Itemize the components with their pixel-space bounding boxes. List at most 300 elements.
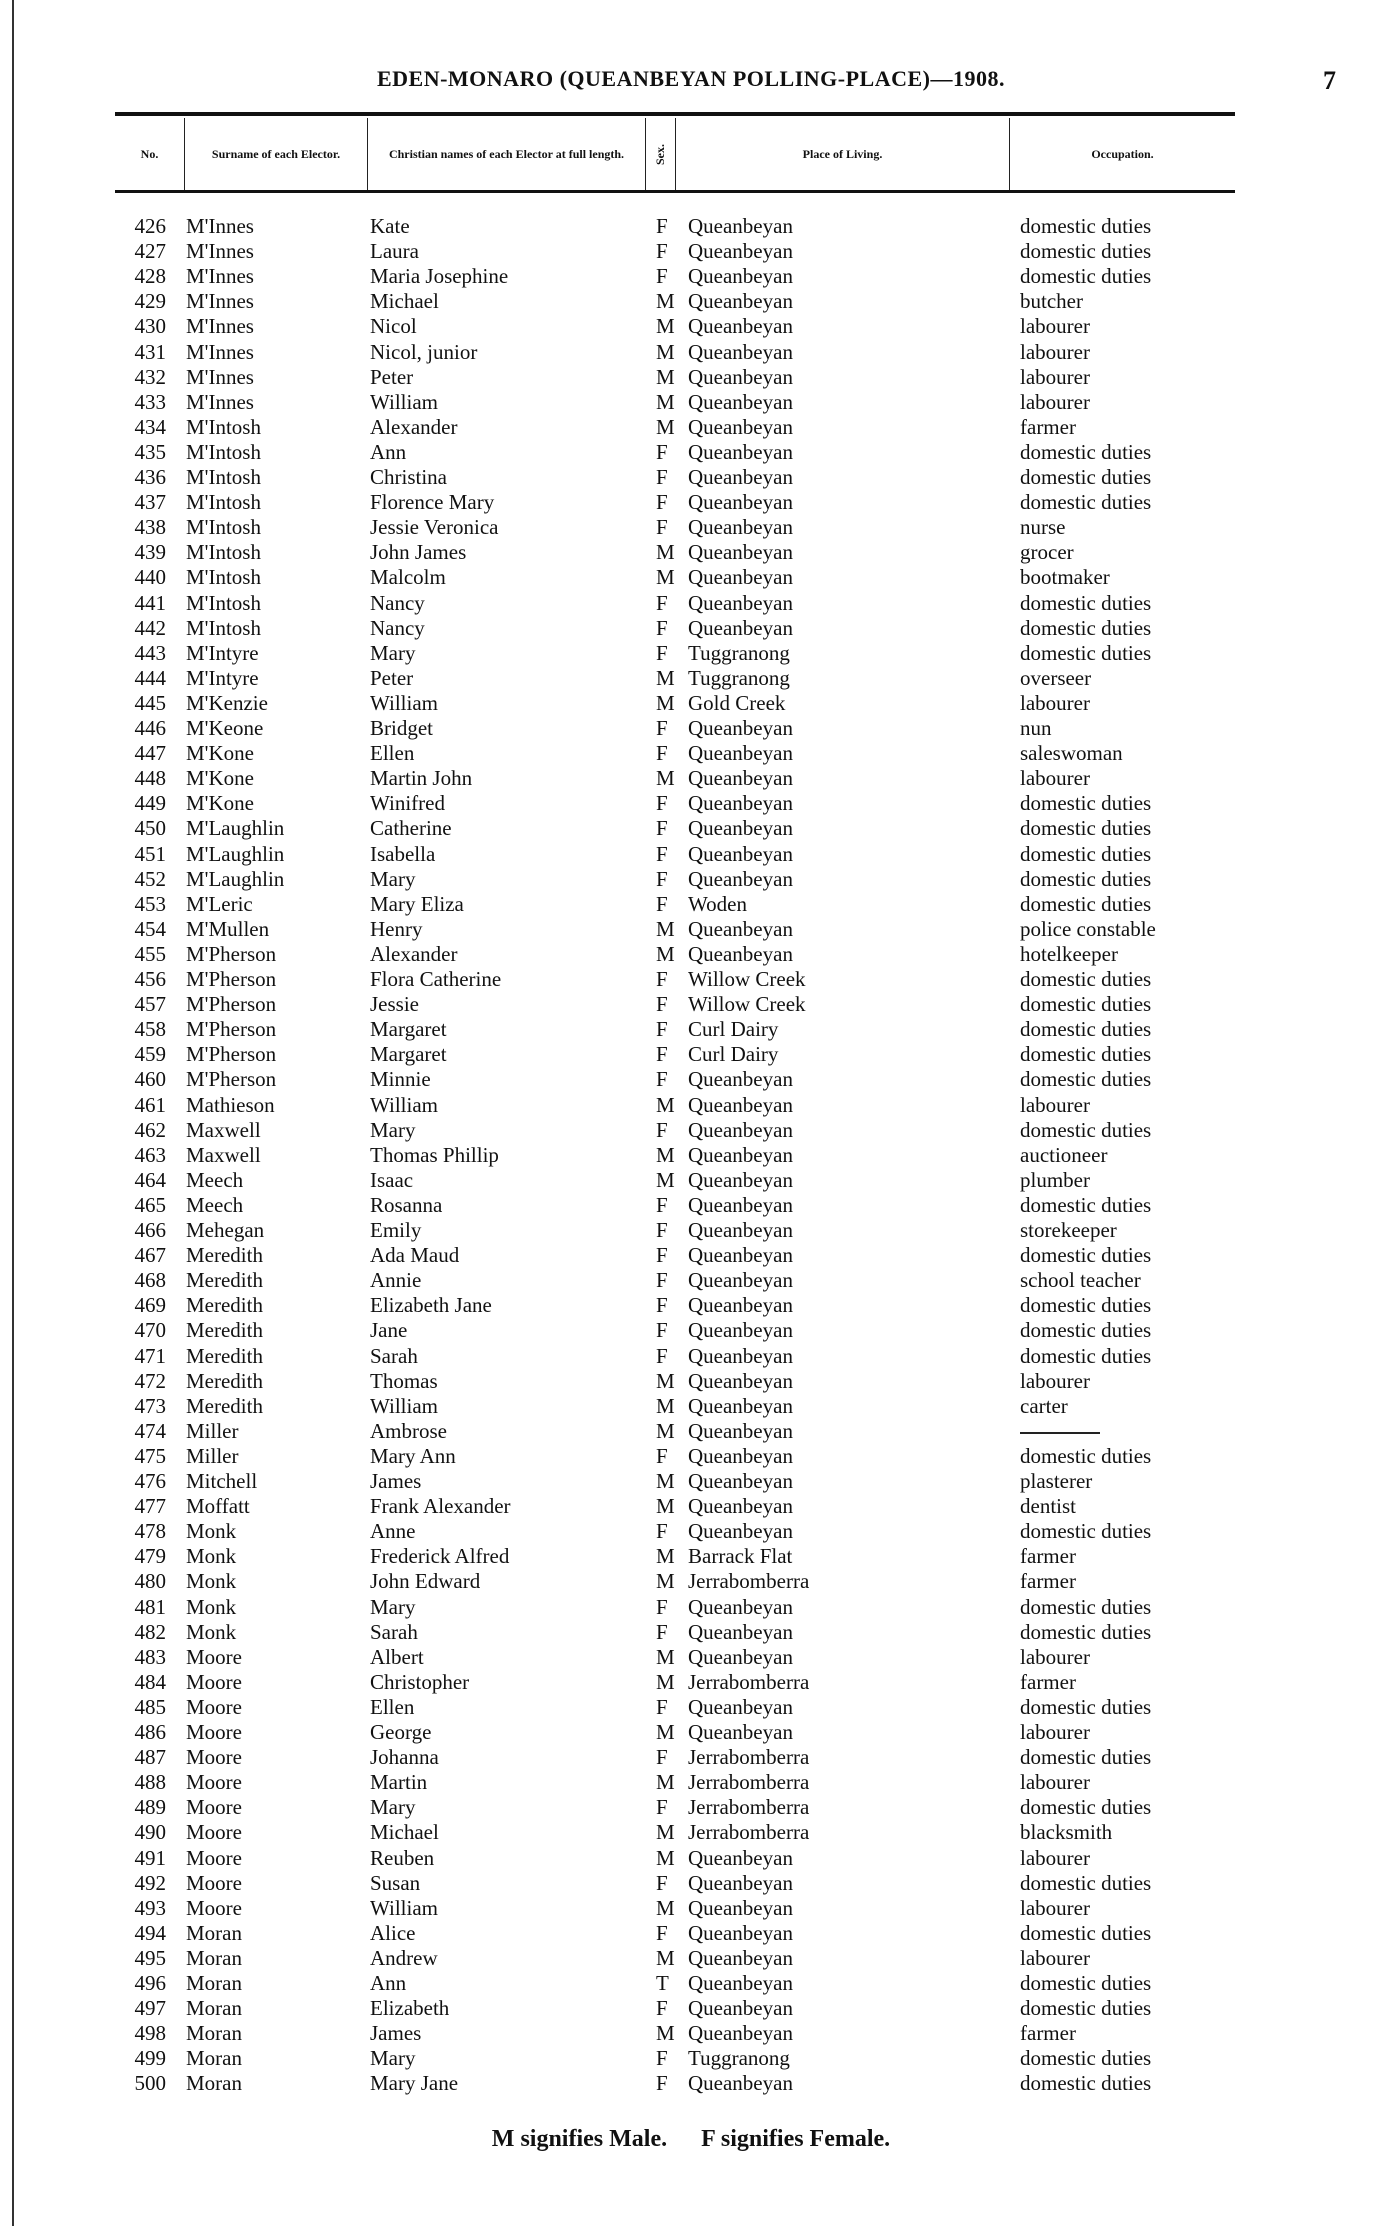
- elector-place: Queanbeyan: [688, 1469, 793, 1493]
- elector-christian-names: Nancy: [370, 590, 425, 615]
- table-row: [0, 340, 1382, 365]
- elector-surname: Moore: [186, 1870, 242, 1895]
- elector-sex: F: [656, 1218, 668, 1242]
- elector-christian-names: Margaret: [370, 1017, 447, 1042]
- table-row: [0, 1595, 1382, 1620]
- elector-occupation: saleswoman: [1020, 741, 1123, 766]
- elector-sex: F: [656, 1996, 668, 2021]
- elector-surname: Meredith: [186, 1243, 263, 1268]
- elector-occupation: farmer: [1020, 1569, 1076, 1594]
- elector-number: 465: [134, 1192, 166, 1217]
- elector-surname: M'Pherson: [186, 1017, 277, 1042]
- elector-christian-names: Mary: [370, 1795, 416, 1820]
- elector-sex: M: [656, 1544, 675, 1569]
- elector-sex: T: [656, 1971, 669, 1995]
- elector-place: Queanbeyan: [688, 1519, 793, 1544]
- table-row: [0, 1544, 1382, 1569]
- elector-occupation: domestic duties: [1020, 490, 1152, 515]
- elector-place: Queanbeyan: [688, 1694, 793, 1719]
- elector-sex: F: [656, 1293, 668, 1318]
- elector-surname: M'Mullen: [186, 916, 270, 941]
- elector-sex: M: [656, 1142, 675, 1167]
- elector-sex: F: [656, 1067, 668, 1092]
- elector-place: Queanbeyan: [688, 590, 793, 615]
- elector-sex: F: [656, 264, 668, 289]
- elector-christian-names: Susan: [370, 1870, 421, 1895]
- table-row: [0, 1419, 1382, 1444]
- elector-christian-names: Sarah: [370, 1343, 418, 1368]
- elector-place: Jerrabomberra: [688, 1770, 810, 1795]
- table-row: [0, 716, 1382, 741]
- elector-place: Curl Dairy: [688, 1017, 779, 1042]
- table-row: [0, 2071, 1382, 2096]
- elector-occupation: labourer: [1020, 1092, 1090, 1117]
- table-row: [0, 415, 1382, 440]
- elector-sex: F: [656, 716, 668, 740]
- table-row: [0, 1469, 1382, 1494]
- elector-occupation: labourer: [1020, 389, 1090, 414]
- elector-sex: M: [656, 540, 675, 565]
- elector-number: 497: [134, 1996, 166, 2021]
- column-header-place: Place of Living.: [676, 118, 1010, 190]
- elector-number: 432: [134, 364, 166, 389]
- elector-surname: Meech: [186, 1167, 244, 1192]
- elector-christian-names: Johanna: [370, 1745, 439, 1770]
- table-row: [0, 1042, 1382, 1067]
- elector-surname: M'Innes: [186, 214, 254, 238]
- elector-place: Queanbeyan: [688, 1343, 793, 1368]
- elector-sex: M: [656, 1669, 675, 1694]
- elector-occupation: plasterer: [1020, 1469, 1093, 1493]
- elector-christian-names: Minnie: [370, 1067, 431, 1092]
- elector-number: 460: [134, 1067, 166, 1092]
- table-row: [0, 1670, 1382, 1695]
- elector-place: Queanbeyan: [688, 1920, 793, 1945]
- elector-occupation: domestic duties: [1020, 1318, 1152, 1343]
- elector-christian-names: Martin John: [370, 766, 473, 791]
- table-row: [0, 214, 1382, 239]
- elector-surname: M'Intosh: [186, 615, 261, 640]
- elector-number: 431: [134, 339, 166, 364]
- elector-number: 476: [134, 1469, 166, 1493]
- elector-surname: Monk: [186, 1619, 237, 1644]
- elector-sex: F: [656, 1243, 668, 1268]
- table-row: [0, 1946, 1382, 1971]
- elector-surname: M'Innes: [186, 314, 254, 339]
- elector-surname: M'Pherson: [186, 1042, 277, 1067]
- elector-number: 436: [134, 465, 166, 489]
- elector-occupation: domestic duties: [1020, 1042, 1152, 1067]
- elector-surname: Monk: [186, 1594, 237, 1619]
- elector-occupation: labourer: [1020, 1644, 1090, 1669]
- elector-occupation: domestic duties: [1020, 1067, 1152, 1092]
- elector-occupation: labourer: [1020, 1895, 1090, 1920]
- elector-occupation: domestic duties: [1020, 791, 1152, 816]
- elector-place: Queanbeyan: [688, 1443, 793, 1468]
- elector-occupation: domestic duties: [1020, 1619, 1152, 1644]
- table-row: [0, 867, 1382, 892]
- elector-occupation: domestic duties: [1020, 1343, 1152, 1368]
- elector-place: Queanbeyan: [688, 314, 793, 339]
- sex-legend: [0, 2126, 1382, 2153]
- elector-christian-names: William: [370, 389, 438, 414]
- elector-surname: Moore: [186, 1845, 242, 1870]
- elector-place: Queanbeyan: [688, 414, 793, 439]
- elector-number: 464: [134, 1167, 166, 1192]
- elector-occupation: labourer: [1020, 690, 1090, 715]
- elector-occupation: labourer: [1020, 1720, 1090, 1744]
- elector-sex: M: [656, 1895, 675, 1920]
- elector-christian-names: Christina: [370, 465, 447, 489]
- elector-place: Queanbeyan: [688, 1393, 793, 1418]
- elector-place: Queanbeyan: [688, 1192, 793, 1217]
- elector-place: Tuggranong: [688, 640, 790, 665]
- elector-occupation: domestic duties: [1020, 1795, 1152, 1820]
- elector-place: Queanbeyan: [688, 741, 793, 766]
- elector-christian-names: Florence Mary: [370, 490, 495, 515]
- elector-number: 430: [134, 314, 166, 339]
- elector-sex: M: [656, 1569, 675, 1594]
- elector-number: 433: [134, 389, 166, 414]
- elector-surname: Moore: [186, 1694, 242, 1719]
- elector-sex: F: [656, 841, 668, 866]
- elector-sex: F: [656, 866, 668, 891]
- elector-surname: Mehegan: [186, 1218, 265, 1242]
- elector-christian-names: Alexander: [370, 941, 458, 966]
- elector-number: 477: [134, 1494, 166, 1519]
- elector-surname: Moran: [186, 1996, 242, 2021]
- table-row: [0, 565, 1382, 590]
- elector-number: 499: [134, 2046, 166, 2071]
- elector-surname: M'Kone: [186, 741, 254, 766]
- elector-occupation: domestic duties: [1020, 1519, 1152, 1544]
- table-row: [0, 892, 1382, 917]
- elector-place: Queanbeyan: [688, 1318, 793, 1343]
- column-header-surname: Surname of each Elector.: [185, 118, 368, 190]
- elector-christian-names: Mary: [370, 866, 416, 891]
- elector-place: Jerrabomberra: [688, 1745, 810, 1770]
- elector-sex: M: [656, 2021, 675, 2046]
- elector-place: Queanbeyan: [688, 615, 793, 640]
- elector-surname: Meredith: [186, 1368, 263, 1393]
- elector-surname: M'Pherson: [186, 1067, 277, 1092]
- elector-occupation: hotelkeeper: [1020, 941, 1118, 966]
- elector-sex: F: [656, 1870, 668, 1895]
- elector-occupation: domestic duties: [1020, 1017, 1152, 1042]
- table-row: [0, 1218, 1382, 1243]
- elector-number: 475: [134, 1443, 166, 1468]
- elector-number: 471: [134, 1343, 166, 1368]
- elector-sex: M: [656, 1393, 675, 1418]
- elector-number: 455: [134, 941, 166, 966]
- elector-number: 467: [134, 1243, 166, 1268]
- elector-sex: F: [656, 1117, 668, 1142]
- elector-surname: M'Kenzie: [186, 690, 268, 715]
- table-row: [0, 490, 1382, 515]
- elector-surname: Meredith: [186, 1268, 263, 1293]
- elector-place: Queanbeyan: [688, 1996, 793, 2021]
- elector-place: Queanbeyan: [688, 766, 793, 791]
- elector-christian-names: William: [370, 1092, 438, 1117]
- elector-place: Queanbeyan: [688, 1117, 793, 1142]
- elector-number: 478: [134, 1519, 166, 1544]
- table-row: [0, 365, 1382, 390]
- elector-surname: M'Pherson: [186, 941, 277, 966]
- elector-christian-names: Kate: [370, 214, 410, 238]
- elector-occupation: domestic duties: [1020, 967, 1152, 991]
- elector-sex: F: [656, 1318, 668, 1343]
- elector-surname: M'Leric: [186, 891, 253, 916]
- elector-surname: Moran: [186, 2071, 242, 2096]
- elector-sex: F: [656, 1443, 668, 1468]
- elector-sex: F: [656, 465, 668, 489]
- table-row: [0, 1168, 1382, 1193]
- elector-surname: M'Intyre: [186, 640, 259, 665]
- elector-place: Willow Creek: [688, 967, 806, 991]
- elector-number: 489: [134, 1795, 166, 1820]
- elector-christian-names: Catherine: [370, 816, 452, 841]
- elector-surname: Miller: [186, 1443, 239, 1468]
- elector-sex: M: [656, 1845, 675, 1870]
- elector-occupation: domestic duties: [1020, 1920, 1152, 1945]
- elector-occupation: domestic duties: [1020, 615, 1152, 640]
- elector-surname: Moore: [186, 1770, 242, 1795]
- elector-place: Tuggranong: [688, 665, 790, 690]
- table-row: [0, 1318, 1382, 1343]
- elector-christian-names: Ann: [370, 439, 407, 464]
- column-header-no: No.: [115, 118, 185, 190]
- elector-christian-names: Margaret: [370, 1042, 447, 1067]
- elector-surname: Monk: [186, 1544, 237, 1569]
- elector-place: Queanbeyan: [688, 1268, 793, 1293]
- elector-place: Queanbeyan: [688, 1368, 793, 1393]
- elector-occupation: plumber: [1020, 1167, 1090, 1192]
- table-row: [0, 2021, 1382, 2046]
- elector-place: Queanbeyan: [688, 1644, 793, 1669]
- page-title: EDEN-MONARO (QUEANBEYAN POLLING-PLACE)—1908.: [376, 66, 1006, 91]
- elector-occupation: domestic duties: [1020, 1293, 1152, 1318]
- table-row: [0, 1394, 1382, 1419]
- elector-sex: F: [656, 1619, 668, 1644]
- table-row: [0, 1871, 1382, 1896]
- table-row: [0, 1645, 1382, 1670]
- elector-surname: Moran: [186, 1945, 242, 1970]
- elector-occupation: grocer: [1020, 540, 1074, 565]
- elector-occupation: labourer: [1020, 339, 1090, 364]
- elector-sex: F: [656, 239, 668, 264]
- elector-sex: M: [656, 314, 675, 339]
- elector-sex: M: [656, 1820, 675, 1845]
- elector-number: 427: [134, 239, 166, 264]
- elector-christian-names: Winifred: [370, 791, 445, 816]
- elector-occupation: domestic duties: [1020, 264, 1152, 289]
- elector-number: 445: [134, 690, 166, 715]
- elector-number: 444: [134, 665, 166, 690]
- elector-christian-names: Mary: [370, 1594, 416, 1619]
- elector-number: 434: [134, 414, 166, 439]
- elector-occupation: nun: [1020, 716, 1052, 740]
- elector-sex: M: [656, 1418, 675, 1443]
- elector-occupation: dentist: [1020, 1494, 1076, 1519]
- elector-number: 451: [134, 841, 166, 866]
- elector-surname: M'Innes: [186, 364, 254, 389]
- elector-place: Queanbeyan: [688, 364, 793, 389]
- elector-place: Queanbeyan: [688, 1142, 793, 1167]
- column-header-sex: [646, 118, 676, 190]
- elector-place: Queanbeyan: [688, 1971, 793, 1995]
- elector-number: 463: [134, 1142, 166, 1167]
- elector-number: 428: [134, 264, 166, 289]
- elector-christian-names: Michael: [370, 1820, 439, 1845]
- elector-place: Queanbeyan: [688, 465, 793, 489]
- elector-number: 457: [134, 992, 166, 1017]
- elector-surname: Moore: [186, 1745, 242, 1770]
- elector-christian-names: Frank Alexander: [370, 1494, 511, 1519]
- elector-surname: M'Kone: [186, 766, 254, 791]
- elector-sex: F: [656, 640, 668, 665]
- elector-number: 426: [134, 214, 166, 238]
- elector-sex: F: [656, 2046, 668, 2071]
- elector-place: Queanbeyan: [688, 1418, 793, 1443]
- elector-number: 496: [134, 1971, 166, 1995]
- elector-surname: Meech: [186, 1192, 244, 1217]
- elector-surname: Moore: [186, 1720, 242, 1744]
- table-row: [0, 239, 1382, 264]
- elector-christian-names: Maria Josephine: [370, 264, 509, 289]
- elector-christian-names: Annie: [370, 1268, 422, 1293]
- elector-christian-names: Mary Ann: [370, 1443, 456, 1468]
- table-row: [0, 1193, 1382, 1218]
- elector-sex: M: [656, 1494, 675, 1519]
- elector-number: 479: [134, 1544, 166, 1569]
- elector-occupation: labourer: [1020, 1945, 1090, 1970]
- elector-occupation: nurse: [1020, 515, 1066, 540]
- elector-number: 449: [134, 791, 166, 816]
- elector-surname: Mitchell: [186, 1469, 258, 1493]
- elector-sex: F: [656, 967, 668, 991]
- elector-sex: F: [656, 816, 668, 841]
- elector-place: Queanbeyan: [688, 841, 793, 866]
- elector-surname: M'Intosh: [186, 439, 261, 464]
- elector-occupation: domestic duties: [1020, 1996, 1152, 2021]
- elector-place: Queanbeyan: [688, 791, 793, 816]
- elector-sex: F: [656, 1519, 668, 1544]
- elector-surname: Monk: [186, 1569, 237, 1594]
- table-row: [0, 1795, 1382, 1820]
- elector-surname: Moffatt: [186, 1494, 250, 1519]
- elector-christian-names: James: [370, 2021, 422, 2046]
- elector-christian-names: Mary Jane: [370, 2071, 459, 2096]
- table-row: [0, 1093, 1382, 1118]
- elector-surname: Meredith: [186, 1293, 263, 1318]
- elector-christian-names: Flora Catherine: [370, 967, 502, 991]
- table-row: [0, 440, 1382, 465]
- elector-sex: F: [656, 741, 668, 766]
- elector-christian-names: Ambrose: [370, 1418, 447, 1443]
- elector-surname: Moore: [186, 1895, 242, 1920]
- elector-number: 492: [134, 1870, 166, 1895]
- column-header-occupation: Occupation.: [1091, 146, 1154, 161]
- elector-christian-names: Frederick Alfred: [370, 1544, 510, 1569]
- elector-occupation: farmer: [1020, 1544, 1076, 1569]
- elector-surname: Maxwell: [186, 1142, 261, 1167]
- elector-occupation: labourer: [1020, 1845, 1090, 1870]
- table-row: [0, 917, 1382, 942]
- column-header-christian-names: Christian names of each Elector at full length.: [368, 118, 646, 190]
- elector-occupation: domestic duties: [1020, 2071, 1152, 2096]
- elector-sex: F: [656, 1594, 668, 1619]
- elector-surname: M'Pherson: [186, 992, 277, 1017]
- elector-place: Queanbeyan: [688, 1945, 793, 1970]
- elector-number: 461: [134, 1092, 166, 1117]
- table-row: [0, 390, 1382, 415]
- elector-sex: F: [656, 1694, 668, 1719]
- table-row: [0, 1996, 1382, 2021]
- elector-sex: M: [656, 364, 675, 389]
- elector-occupation: bootmaker: [1020, 565, 1110, 590]
- elector-place: Queanbeyan: [688, 916, 793, 941]
- elector-number: 459: [134, 1042, 166, 1067]
- elector-occupation: domestic duties: [1020, 2046, 1152, 2071]
- elector-place: Queanbeyan: [688, 264, 793, 289]
- elector-christian-names: Malcolm: [370, 565, 446, 590]
- elector-occupation: auctioneer: [1020, 1142, 1108, 1167]
- table-row: [0, 1569, 1382, 1594]
- elector-christian-names: Peter: [370, 364, 414, 389]
- table-row: [0, 1118, 1382, 1143]
- elector-christian-names: Rosanna: [370, 1192, 443, 1217]
- elector-occupation: storekeeper: [1020, 1218, 1117, 1242]
- elector-place: Gold Creek: [688, 690, 786, 715]
- elector-occupation: labourer: [1020, 1368, 1090, 1393]
- elector-christian-names: Isaac: [370, 1167, 414, 1192]
- table-row: [0, 691, 1382, 716]
- elector-surname: M'Intosh: [186, 465, 261, 489]
- elector-place: Queanbeyan: [688, 214, 793, 238]
- column-header-sex-label: Sex.: [653, 143, 667, 165]
- elector-sex: M: [656, 766, 675, 791]
- elector-place: Queanbeyan: [688, 941, 793, 966]
- elector-christian-names: Jessie Veronica: [370, 515, 499, 540]
- elector-number: 494: [134, 1920, 166, 1945]
- elector-place: Queanbeyan: [688, 1845, 793, 1870]
- elector-sex: F: [656, 2071, 668, 2096]
- elector-surname: M'Kone: [186, 791, 254, 816]
- elector-place: Queanbeyan: [688, 490, 793, 515]
- elector-place: Queanbeyan: [688, 1067, 793, 1092]
- elector-occupation: farmer: [1020, 1669, 1076, 1694]
- elector-place: Queanbeyan: [688, 515, 793, 540]
- elector-occupation: domestic duties: [1020, 1192, 1152, 1217]
- elector-christian-names: Elizabeth: [370, 1996, 450, 2021]
- elector-sex: M: [656, 1368, 675, 1393]
- elector-occupation: butcher: [1020, 289, 1083, 314]
- elector-christian-names: Henry: [370, 916, 423, 941]
- elector-occupation: [1020, 1419, 1100, 1444]
- elector-occupation: domestic duties: [1020, 1870, 1152, 1895]
- elector-number: 442: [134, 615, 166, 640]
- elector-place: Queanbeyan: [688, 289, 793, 314]
- table-row: [0, 264, 1382, 289]
- elector-occupation: domestic duties: [1020, 1745, 1152, 1770]
- elector-occupation: labourer: [1020, 364, 1090, 389]
- elector-christian-names: Laura: [370, 239, 419, 264]
- table-row: [0, 1067, 1382, 1092]
- elector-christian-names: Emily: [370, 1218, 422, 1242]
- elector-surname: Moran: [186, 1971, 242, 1995]
- elector-surname: Moran: [186, 2021, 242, 2046]
- elector-place: Jerrabomberra: [688, 1569, 810, 1594]
